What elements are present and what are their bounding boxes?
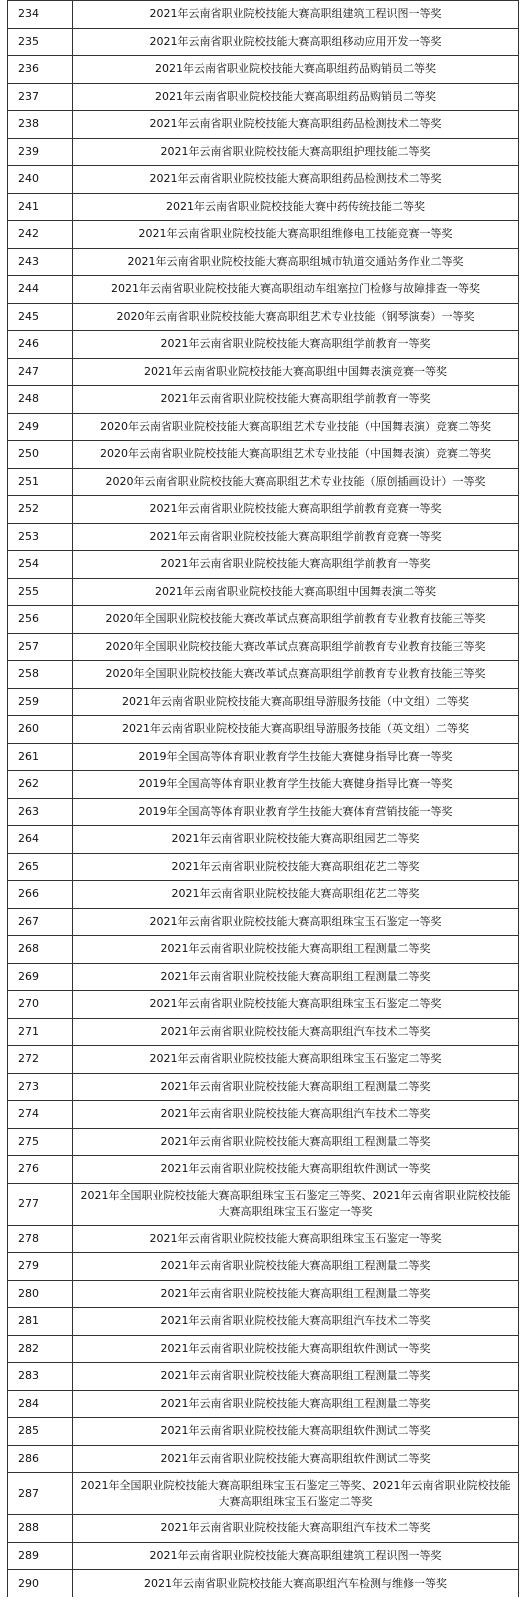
table-row xyxy=(8,166,519,194)
award-name: 2021年云南省职业院校技能大赛高职组学前教育竞赛一等奖 xyxy=(73,523,519,551)
row-number: 263 xyxy=(8,798,73,826)
table-row xyxy=(8,193,519,221)
award-name: 2021年云南省职业院校技能大赛高职组工程测量二等奖 xyxy=(73,1390,519,1418)
award-name: 2021年云南省职业院校技能大赛高职组珠宝玉石鉴定一等奖 xyxy=(73,908,519,936)
row-number: 281 xyxy=(8,1308,73,1336)
award-name: 2021年云南省职业院校技能大赛高职组珠宝玉石鉴定二等奖 xyxy=(73,991,519,1019)
table-row xyxy=(8,468,519,496)
award-name: 2021年云南省职业院校技能大赛高职组花艺二等奖 xyxy=(73,853,519,881)
table-row xyxy=(8,661,519,689)
award-name: 2020年云南省职业院校技能大赛高职组艺术专业技能（中国舞表演）竞赛二等奖 xyxy=(73,441,519,469)
award-name: 2021年全国职业院校技能大赛高职组珠宝玉石鉴定三等奖、2021年云南省职业院校技能大赛高职组珠宝玉石鉴定二等奖 xyxy=(73,1473,519,1515)
award-name: 2021年云南省职业院校技能大赛高职组导游服务技能（英文组）二等奖 xyxy=(73,716,519,744)
row-number: 267 xyxy=(8,908,73,936)
row-number: 285 xyxy=(8,1418,73,1446)
row-number: 287 xyxy=(8,1473,73,1515)
table-row xyxy=(8,771,519,799)
row-number: 268 xyxy=(8,936,73,964)
award-name: 2021年云南省职业院校技能大赛高职组软件测试二等奖 xyxy=(73,1445,519,1473)
row-number: 252 xyxy=(8,496,73,524)
row-number: 286 xyxy=(8,1445,73,1473)
row-number: 251 xyxy=(8,468,73,496)
row-number: 250 xyxy=(8,441,73,469)
row-number: 234 xyxy=(8,1,73,29)
table-row xyxy=(8,853,519,881)
row-number: 254 xyxy=(8,551,73,579)
award-name: 2021年云南省职业院校技能大赛高职组汽车技术二等奖 xyxy=(73,1308,519,1336)
award-name: 2021年云南省职业院校技能大赛高职组软件测试二等奖 xyxy=(73,1418,519,1446)
row-number: 280 xyxy=(8,1280,73,1308)
row-number: 240 xyxy=(8,166,73,194)
table-row xyxy=(8,1418,519,1446)
award-table xyxy=(7,0,519,1597)
award-name: 2021年云南省职业院校技能大赛高职组导游服务技能（中文组）二等奖 xyxy=(73,688,519,716)
row-number: 257 xyxy=(8,633,73,661)
row-number: 266 xyxy=(8,881,73,909)
award-name: 2021年云南省职业院校技能大赛高职组学前教育一等奖 xyxy=(73,551,519,579)
table-row xyxy=(8,908,519,936)
row-number: 243 xyxy=(8,248,73,276)
row-number: 242 xyxy=(8,221,73,249)
award-name: 2021年云南省职业院校技能大赛高职组护理技能二等奖 xyxy=(73,138,519,166)
award-name: 2019年全国高等体育职业教育学生技能大赛体育营销技能一等奖 xyxy=(73,798,519,826)
table-row xyxy=(8,1156,519,1184)
row-number: 282 xyxy=(8,1335,73,1363)
table-row xyxy=(8,1335,519,1363)
row-number: 289 xyxy=(8,1542,73,1570)
row-number: 256 xyxy=(8,606,73,634)
table-row xyxy=(8,1225,519,1253)
row-number: 275 xyxy=(8,1128,73,1156)
table-row xyxy=(8,1073,519,1101)
award-name: 2020年云南省职业院校技能大赛高职组艺术专业技能（钢琴演奏）一等奖 xyxy=(73,303,519,331)
row-number: 284 xyxy=(8,1390,73,1418)
table-row xyxy=(8,551,519,579)
table-row xyxy=(8,111,519,139)
table-row xyxy=(8,1018,519,1046)
award-name: 2021年云南省职业院校技能大赛高职组学前教育一等奖 xyxy=(73,331,519,359)
row-number: 273 xyxy=(8,1073,73,1101)
table-row xyxy=(8,441,519,469)
table-row xyxy=(8,826,519,854)
award-name: 2021年云南省职业院校技能大赛高职组药品购销员二等奖 xyxy=(73,56,519,84)
table-row xyxy=(8,138,519,166)
table-row xyxy=(8,303,519,331)
row-number: 239 xyxy=(8,138,73,166)
table-row xyxy=(8,56,519,84)
award-name: 2021年云南省职业院校技能大赛高职组学前教育一等奖 xyxy=(73,386,519,414)
row-number: 283 xyxy=(8,1363,73,1391)
row-number: 259 xyxy=(8,688,73,716)
award-name: 2021年云南省职业院校技能大赛高职组软件测试一等奖 xyxy=(73,1335,519,1363)
row-number: 288 xyxy=(8,1515,73,1543)
table-row xyxy=(8,991,519,1019)
table-row xyxy=(8,578,519,606)
table-row xyxy=(8,1,519,29)
award-name: 2021年云南省职业院校技能大赛高职组建筑工程识图一等奖 xyxy=(73,1542,519,1570)
table-row xyxy=(8,1308,519,1336)
row-number: 272 xyxy=(8,1046,73,1074)
award-name: 2021年云南省职业院校技能大赛高职组移动应用开发一等奖 xyxy=(73,28,519,56)
award-name: 2020年全国职业院校技能大赛改革试点赛高职组学前教育专业教育技能三等奖 xyxy=(73,661,519,689)
row-number: 255 xyxy=(8,578,73,606)
table-row xyxy=(8,1390,519,1418)
row-number: 245 xyxy=(8,303,73,331)
award-name: 2021年云南省职业院校技能大赛高职组汽车技术二等奖 xyxy=(73,1101,519,1129)
award-name: 2021年云南省职业院校技能大赛高职组动车组塞拉门检修与故障排查一等奖 xyxy=(73,276,519,304)
row-number: 260 xyxy=(8,716,73,744)
award-name: 2021年云南省职业院校技能大赛高职组工程测量二等奖 xyxy=(73,1280,519,1308)
table-row xyxy=(8,743,519,771)
row-number: 247 xyxy=(8,358,73,386)
row-number: 235 xyxy=(8,28,73,56)
row-number: 276 xyxy=(8,1156,73,1184)
table-row xyxy=(8,798,519,826)
row-number: 238 xyxy=(8,111,73,139)
table-row xyxy=(8,606,519,634)
award-name: 2021年云南省职业院校技能大赛高职组汽车检测与维修一等奖 xyxy=(73,1570,519,1598)
award-name: 2021年云南省职业院校技能大赛高职组中国舞表演二等奖 xyxy=(73,578,519,606)
table-row xyxy=(8,386,519,414)
row-number: 269 xyxy=(8,963,73,991)
award-name: 2021年云南省职业院校技能大赛高职组园艺二等奖 xyxy=(73,826,519,854)
award-name: 2019年全国高等体育职业教育学生技能大赛健身指导比赛一等奖 xyxy=(73,771,519,799)
row-number: 246 xyxy=(8,331,73,359)
table-row xyxy=(8,83,519,111)
row-number: 262 xyxy=(8,771,73,799)
row-number: 261 xyxy=(8,743,73,771)
award-name: 2019年全国高等体育职业教育学生技能大赛健身指导比赛一等奖 xyxy=(73,743,519,771)
award-name: 2021年云南省职业院校技能大赛高职组药品检测技术二等奖 xyxy=(73,111,519,139)
award-name: 2020年全国职业院校技能大赛改革试点赛高职组学前教育专业教育技能三等奖 xyxy=(73,606,519,634)
row-number: 278 xyxy=(8,1225,73,1253)
table-row xyxy=(8,1280,519,1308)
table-row xyxy=(8,523,519,551)
award-name: 2021年云南省职业院校技能大赛高职组工程测量二等奖 xyxy=(73,936,519,964)
award-name: 2020年云南省职业院校技能大赛高职组艺术专业技能（中国舞表演）竞赛二等奖 xyxy=(73,413,519,441)
table-row xyxy=(8,633,519,661)
table-row xyxy=(8,963,519,991)
table-row xyxy=(8,276,519,304)
award-name: 2021年云南省职业院校技能大赛高职组药品检测技术二等奖 xyxy=(73,166,519,194)
award-name: 2021年云南省职业院校技能大赛高职组工程测量二等奖 xyxy=(73,1363,519,1391)
table-row xyxy=(8,688,519,716)
award-name: 2021年云南省职业院校技能大赛高职组工程测量二等奖 xyxy=(73,1073,519,1101)
table-row xyxy=(8,1128,519,1156)
table-row xyxy=(8,881,519,909)
table-row xyxy=(8,28,519,56)
row-number: 264 xyxy=(8,826,73,854)
award-name: 2021年云南省职业院校技能大赛高职组汽车技术二等奖 xyxy=(73,1018,519,1046)
table-row xyxy=(8,936,519,964)
table-row xyxy=(8,1253,519,1281)
award-name: 2021年云南省职业院校技能大赛高职组珠宝玉石鉴定二等奖 xyxy=(73,1046,519,1074)
award-name: 2021年云南省职业院校技能大赛高职组药品购销员二等奖 xyxy=(73,83,519,111)
table-row xyxy=(8,1363,519,1391)
award-name: 2021年云南省职业院校技能大赛高职组工程测量二等奖 xyxy=(73,1253,519,1281)
row-number: 274 xyxy=(8,1101,73,1129)
award-name: 2021年云南省职业院校技能大赛高职组工程测量二等奖 xyxy=(73,963,519,991)
row-number: 253 xyxy=(8,523,73,551)
table-row xyxy=(8,1046,519,1074)
award-name: 2021年云南省职业院校技能大赛高职组学前教育竞赛一等奖 xyxy=(73,496,519,524)
table-row xyxy=(8,716,519,744)
row-number: 270 xyxy=(8,991,73,1019)
table-row xyxy=(8,1515,519,1543)
table-row xyxy=(8,1183,519,1225)
row-number: 236 xyxy=(8,56,73,84)
row-number: 271 xyxy=(8,1018,73,1046)
table-row xyxy=(8,358,519,386)
table-row xyxy=(8,496,519,524)
table-row xyxy=(8,248,519,276)
row-number: 241 xyxy=(8,193,73,221)
award-name: 2020年全国职业院校技能大赛改革试点赛高职组学前教育专业教育技能三等奖 xyxy=(73,633,519,661)
row-number: 237 xyxy=(8,83,73,111)
table-row xyxy=(8,221,519,249)
row-number: 290 xyxy=(8,1570,73,1598)
award-name: 2021年云南省职业院校技能大赛高职组珠宝玉石鉴定一等奖 xyxy=(73,1225,519,1253)
table-row xyxy=(8,1542,519,1570)
award-name: 2021年云南省职业院校技能大赛高职组花艺二等奖 xyxy=(73,881,519,909)
row-number: 258 xyxy=(8,661,73,689)
award-name: 2021年云南省职业院校技能大赛中药传统技能二等奖 xyxy=(73,193,519,221)
award-name: 2020年云南省职业院校技能大赛高职组艺术专业技能（原创插画设计）一等奖 xyxy=(73,468,519,496)
award-name: 2021年云南省职业院校技能大赛高职组城市轨道交通站务作业二等奖 xyxy=(73,248,519,276)
award-name: 2021年全国职业院校技能大赛高职组珠宝玉石鉴定三等奖、2021年云南省职业院校技能大赛高职组珠宝玉石鉴定一等奖 xyxy=(73,1183,519,1225)
table-row xyxy=(8,1570,519,1598)
row-number: 248 xyxy=(8,386,73,414)
table-row xyxy=(8,1445,519,1473)
row-number: 279 xyxy=(8,1253,73,1281)
row-number: 249 xyxy=(8,413,73,441)
row-number: 265 xyxy=(8,853,73,881)
award-name: 2021年云南省职业院校技能大赛高职组维修电工技能竞赛一等奖 xyxy=(73,221,519,249)
award-name: 2021年云南省职业院校技能大赛高职组建筑工程识图一等奖 xyxy=(73,1,519,29)
award-name: 2021年云南省职业院校技能大赛高职组汽车技术二等奖 xyxy=(73,1515,519,1543)
award-name: 2021年云南省职业院校技能大赛高职组工程测量二等奖 xyxy=(73,1128,519,1156)
table-row xyxy=(8,331,519,359)
table-row xyxy=(8,413,519,441)
award-name: 2021年云南省职业院校技能大赛高职组软件测试一等奖 xyxy=(73,1156,519,1184)
table-row xyxy=(8,1473,519,1515)
row-number: 277 xyxy=(8,1183,73,1225)
award-name: 2021年云南省职业院校技能大赛高职组中国舞表演竞赛一等奖 xyxy=(73,358,519,386)
row-number: 244 xyxy=(8,276,73,304)
table-row xyxy=(8,1101,519,1129)
